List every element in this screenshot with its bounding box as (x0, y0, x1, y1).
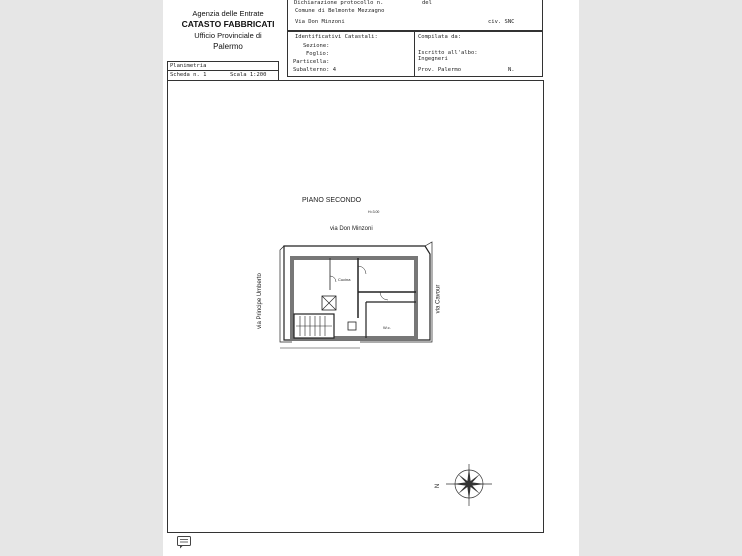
street-right-label: via Cavour (435, 284, 442, 314)
street-left-label: via Principe Umberto (256, 273, 263, 329)
iscritto-label: Iscritto all'albo: (418, 50, 478, 56)
address-label: Via Don Minzoni (295, 19, 345, 25)
agency-header (176, 8, 280, 52)
particella-label: Particella: (293, 59, 330, 65)
province-name: Palermo (213, 42, 243, 51)
catasto-title: CATASTO FABBRICATI (181, 19, 275, 29)
protocol-label: Dichiarazione protocollo n. (294, 0, 384, 6)
identifiers-divider (414, 31, 415, 77)
floor-plan (270, 236, 440, 358)
ufficio-label: Ufficio Provinciale di (194, 31, 262, 40)
room-wc-label: W.c. (383, 325, 391, 330)
scala-label: Scala 1:200 (230, 72, 267, 78)
n-label: N. (508, 67, 515, 73)
cadastral-title: Identificativi Catastali: (295, 34, 378, 40)
street-top-label: via Don Minzoni (330, 226, 373, 232)
compass-north-label: N (435, 483, 442, 489)
chat-icon[interactable] (177, 536, 191, 549)
sezione-label: Sezione: (303, 43, 330, 49)
foglio-label: Foglio: (306, 51, 330, 57)
prov-label: Prov. Palermo (418, 67, 462, 73)
comune-label: Comune di Belmonte Mezzagno (295, 8, 385, 14)
room-cucina-label: Cucina (338, 277, 351, 282)
sheet-info-divider (167, 70, 279, 71)
compiled-title: Compilata da: (418, 34, 462, 40)
planimetria-label: Planimetria (170, 63, 207, 69)
compass-rose-icon (440, 462, 498, 508)
subalterno-label: Subalterno: 4 (293, 67, 337, 73)
scheda-label: Scheda n. 1 (170, 72, 207, 78)
height-note: H=3.00 (368, 210, 380, 214)
civ-label: civ. SNC (488, 19, 515, 25)
floor-label: PIANO SECONDO (302, 197, 362, 204)
profession-label: Ingegneri (418, 56, 448, 62)
del-label: del (422, 0, 432, 6)
agency-name: Agenzia delle Entrate (192, 9, 264, 18)
